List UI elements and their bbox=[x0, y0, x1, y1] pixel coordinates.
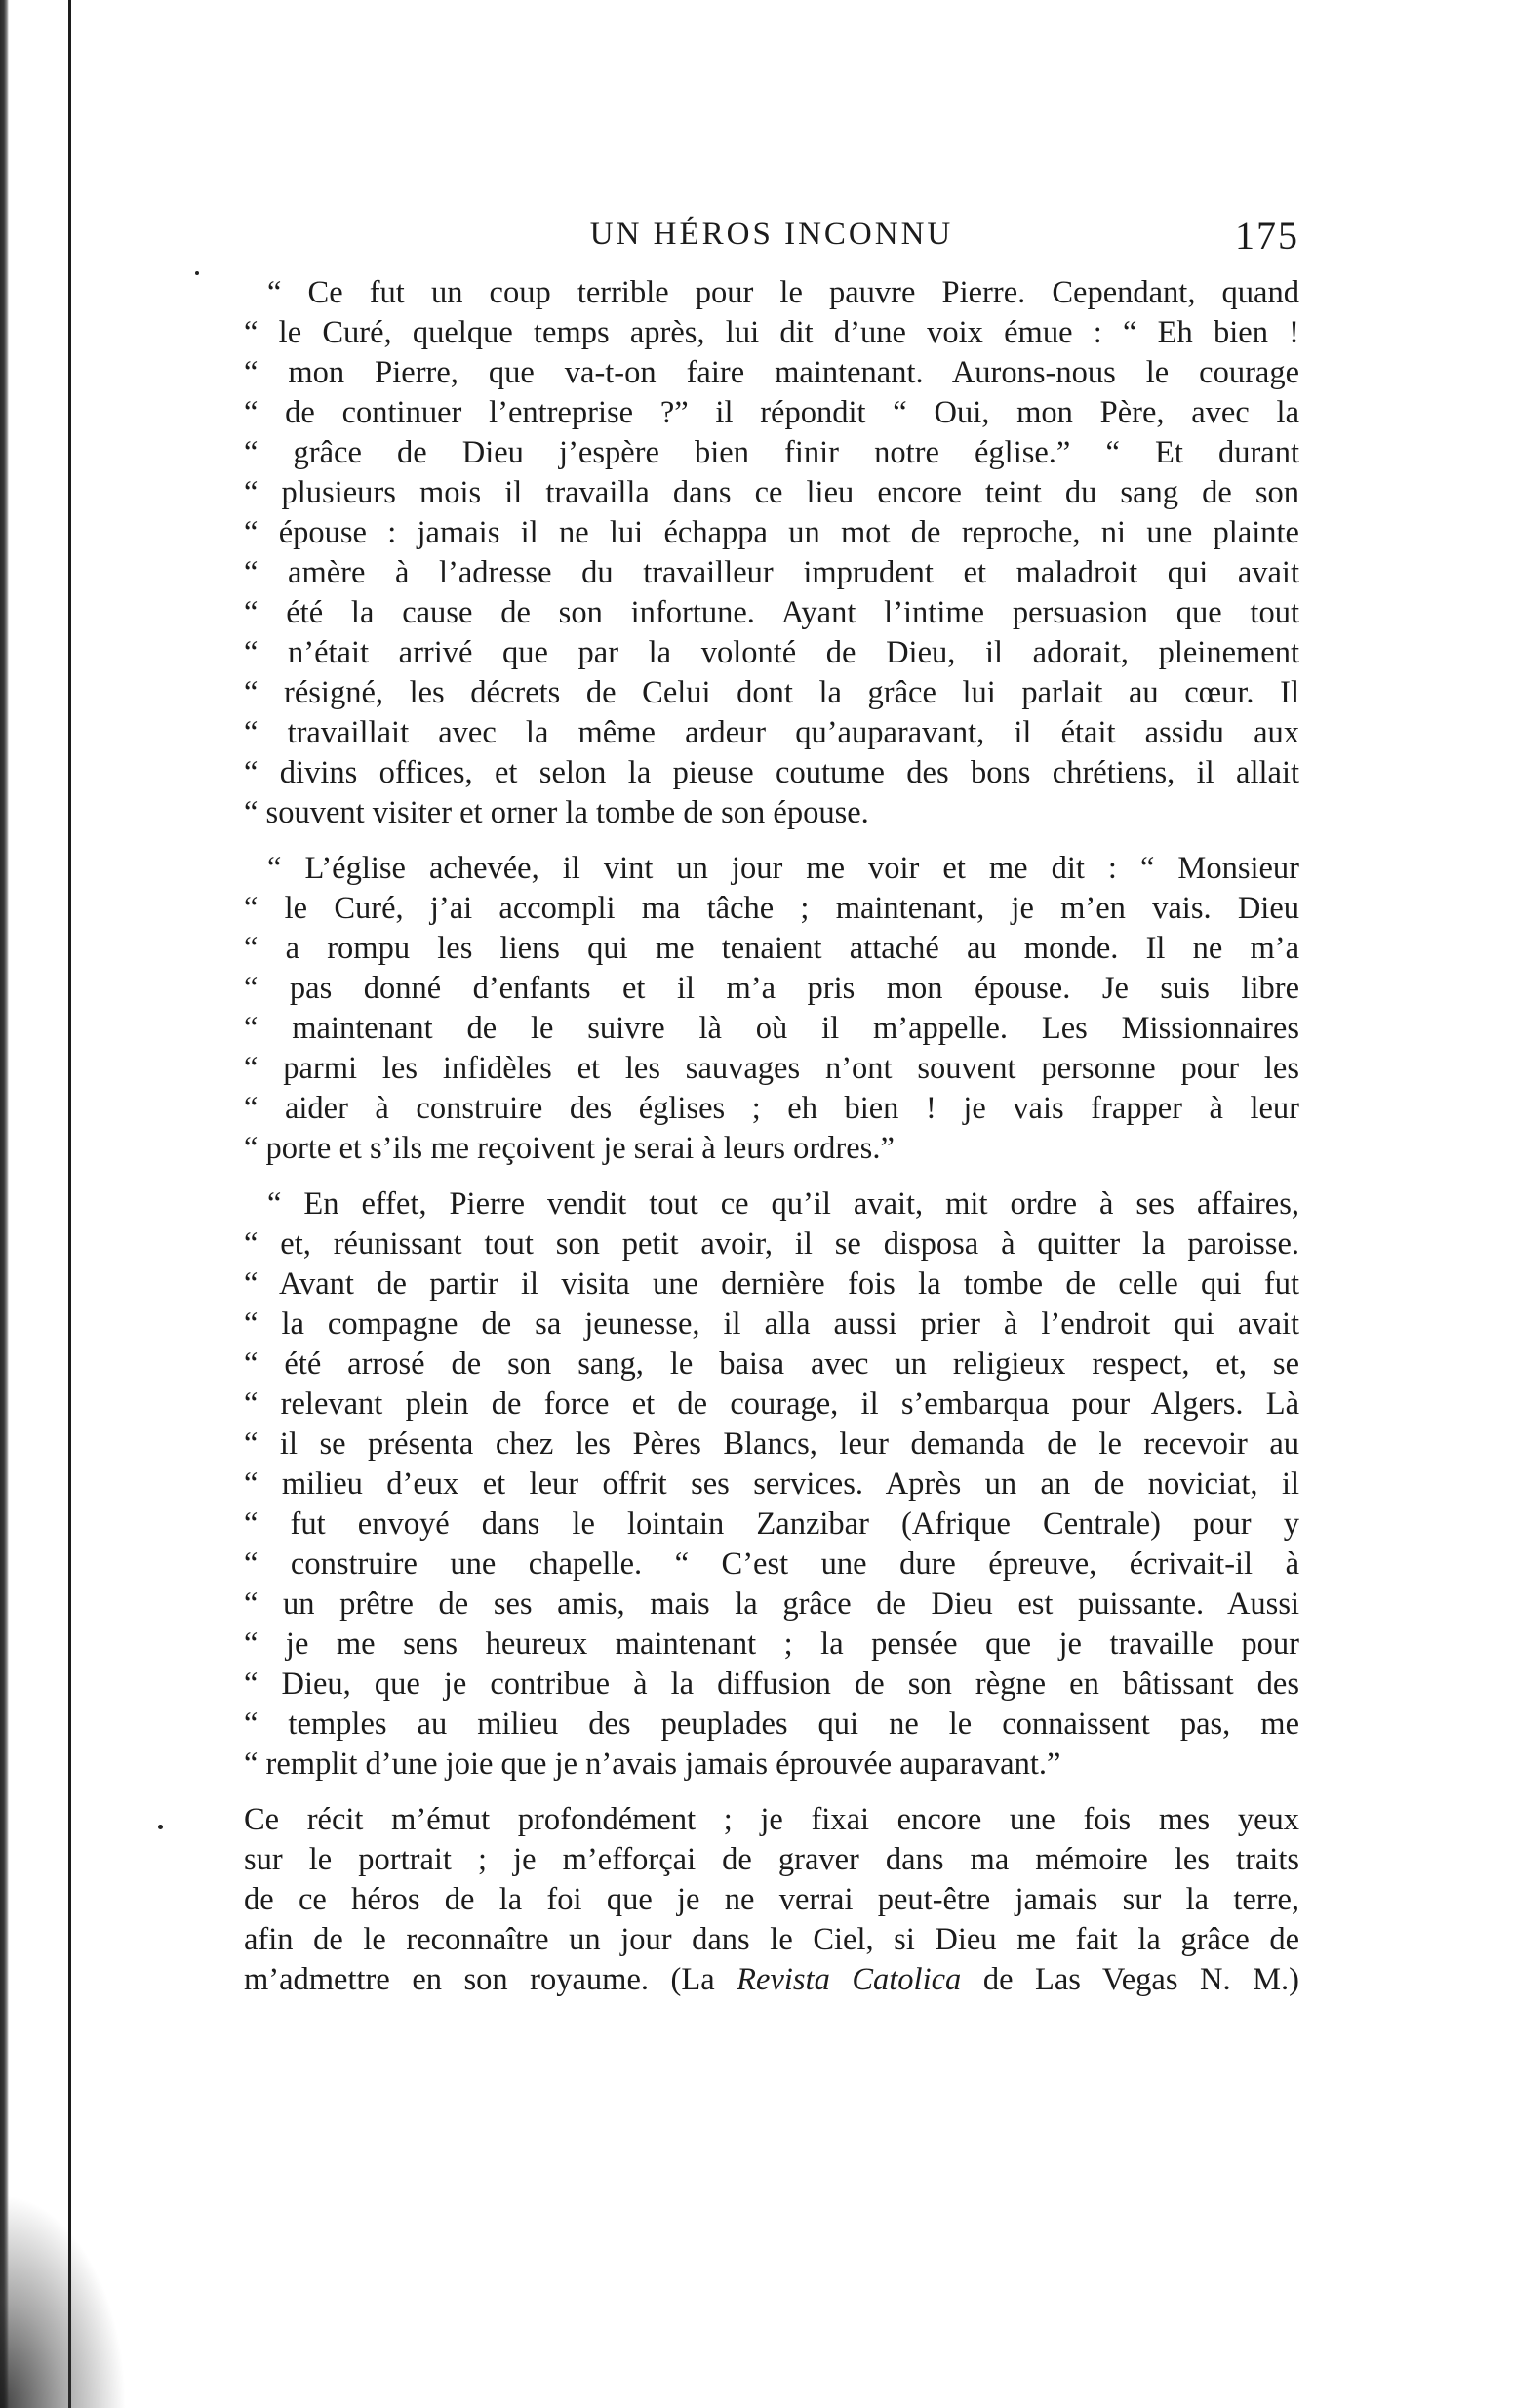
closing-line bbox=[244, 1960, 1299, 2000]
text-line: “ Dieu, que je contribue à la diffusion de son règne en bâtissant des bbox=[244, 1666, 1299, 1702]
text-line: “ a rompu les liens qui me tenaient attaché au monde. Il ne m’a bbox=[244, 931, 1299, 966]
paragraph-4 bbox=[244, 1800, 1299, 2000]
text-line: “ je me sens heureux maintenant ; la pensée que je travaille pour bbox=[244, 1626, 1299, 1662]
text-line: “ résigné, les décrets de Celui dont la grâce lui parlait au cœur. Il bbox=[244, 675, 1299, 710]
text-line: “ parmi les infidèles et les sauvages n’ont souvent personne pour les bbox=[244, 1051, 1299, 1086]
text-line: “ maintenant de le suivre là où il m’appelle. Les Missionnaires bbox=[244, 1011, 1299, 1046]
text-line: “ et, réunissant tout son petit avoir, il se disposa à quitter la paroisse. bbox=[244, 1226, 1299, 1262]
page-binding-shadow bbox=[68, 0, 71, 2408]
text-line: Ce récit m’émut profondément ; je fixai encore une fois mes yeux bbox=[244, 1802, 1299, 1837]
text-line: “ un prêtre de ses amis, mais la grâce de Dieu est puissante. Aussi bbox=[244, 1586, 1299, 1622]
text-line: “ été la cause de son infortune. Ayant l’intime persuasion que tout bbox=[244, 595, 1299, 630]
text-line: “ le Curé, quelque temps après, lui dit d’une voix émue : “ Eh bien ! bbox=[244, 315, 1299, 350]
text-line: “ Ce fut un coup terrible pour le pauvre Pierre. Cependant, quand bbox=[267, 275, 1299, 310]
text-line: “ Avant de partir il visita une dernière fois la tombe de celle qui fut bbox=[244, 1266, 1299, 1302]
book-page bbox=[244, 205, 1299, 2000]
scan-speck bbox=[158, 1825, 163, 1829]
text-line: “ porte et s’ils me reçoivent je serai à leurs ordres.” bbox=[244, 1131, 895, 1166]
text-line: “ il se présenta chez les Pères Blancs, leur demanda de le recevoir au bbox=[244, 1426, 1299, 1462]
text-line: “ amère à l’adresse du travailleur imprudent et maladroit qui avait bbox=[244, 555, 1299, 590]
scan-corner-smudge bbox=[0, 2193, 127, 2408]
text-line: “ souvent visiter et orner la tombe de son épouse. bbox=[244, 795, 869, 830]
text-line: “ aider à construire des églises ; eh bien ! je vais frapper à leur bbox=[244, 1091, 1299, 1126]
text-line: “ L’église achevée, il vint un jour me voir et me dit : “ Monsieur bbox=[267, 851, 1299, 886]
running-title: UN HÉROS INCONNU bbox=[589, 217, 954, 252]
page-number: 175 bbox=[1235, 214, 1299, 258]
text-line: “ construire une chapelle. “ C’est une dure épreuve, écrivait-il à bbox=[244, 1546, 1299, 1582]
text-line: “ temples au milieu des peuplades qui ne le connaissent pas, me bbox=[244, 1706, 1299, 1742]
text-line: “ fut envoyé dans le lointain Zanzibar (Afrique Centrale) pour y bbox=[244, 1506, 1299, 1542]
text-line: “ de continuer l’entreprise ?” il répondit “ Oui, mon Père, avec la bbox=[244, 395, 1299, 430]
text-line: “ pas donné d’enfants et il m’a pris mon épouse. Je suis libre bbox=[244, 971, 1299, 1006]
page-binding-edge bbox=[0, 0, 9, 2408]
text-line: “ En effet, Pierre vendit tout ce qu’il avait, mit ordre à ses affaires, bbox=[267, 1186, 1299, 1222]
text-line: “ n’était arrivé que par la volonté de Dieu, il adorait, pleinement bbox=[244, 635, 1299, 670]
text-line: “ mon Pierre, que va-t-on faire maintenant. Aurons-nous le courage bbox=[244, 355, 1299, 390]
text-line: “ relevant plein de force et de courage, il s’embarqua pour Algers. Là bbox=[244, 1386, 1299, 1422]
text-line: de ce héros de la foi que je ne verrai peut-être jamais sur la terre, bbox=[244, 1882, 1299, 1917]
publication-title: Revista Catolica bbox=[737, 1962, 962, 1997]
paragraph-1 bbox=[244, 273, 1299, 833]
text-line: afin de le reconnaître un jour dans le Ciel, si Dieu me fait la grâce de bbox=[244, 1922, 1299, 1957]
text-line: “ milieu d’eux et leur offrit ses services. Après un an de noviciat, il bbox=[244, 1466, 1299, 1502]
text-line: “ été arrosé de son sang, le baisa avec un religieux respect, et, se bbox=[244, 1346, 1299, 1382]
text-line: “ divins offices, et selon la pieuse coutume des bons chrétiens, il allait bbox=[244, 755, 1299, 790]
text-line: “ plusieurs mois il travailla dans ce lieu encore teint du sang de son bbox=[244, 475, 1299, 510]
text-line: “ le Curé, j’ai accompli ma tâche ; maintenant, je m’en vais. Dieu bbox=[244, 891, 1299, 926]
text-line: “ la compagne de sa jeunesse, il alla aussi prier à l’endroit qui avait bbox=[244, 1306, 1299, 1342]
text-line: “ remplit d’une joie que je n’avais jamais éprouvée auparavant.” bbox=[244, 1746, 1061, 1782]
paragraph-2 bbox=[244, 849, 1299, 1169]
text-line: “ épouse : jamais il ne lui échappa un mot de reproche, ni une plainte bbox=[244, 515, 1299, 550]
closing-text-before: m’admettre en son royaume. (La bbox=[244, 1962, 737, 1997]
text-line: “ grâce de Dieu j’espère bien finir notre église.” “ Et durant bbox=[244, 435, 1299, 470]
running-head bbox=[244, 205, 1299, 273]
text-line: “ travaillait avec la même ardeur qu’auparavant, il était assidu aux bbox=[244, 715, 1299, 750]
text-line: sur le portrait ; je m’efforçai de graver dans ma mémoire les traits bbox=[244, 1842, 1299, 1877]
scan-speck bbox=[195, 271, 199, 275]
closing-text-after: de Las Vegas N. M.) bbox=[961, 1962, 1299, 1997]
paragraph-3 bbox=[244, 1184, 1299, 1785]
